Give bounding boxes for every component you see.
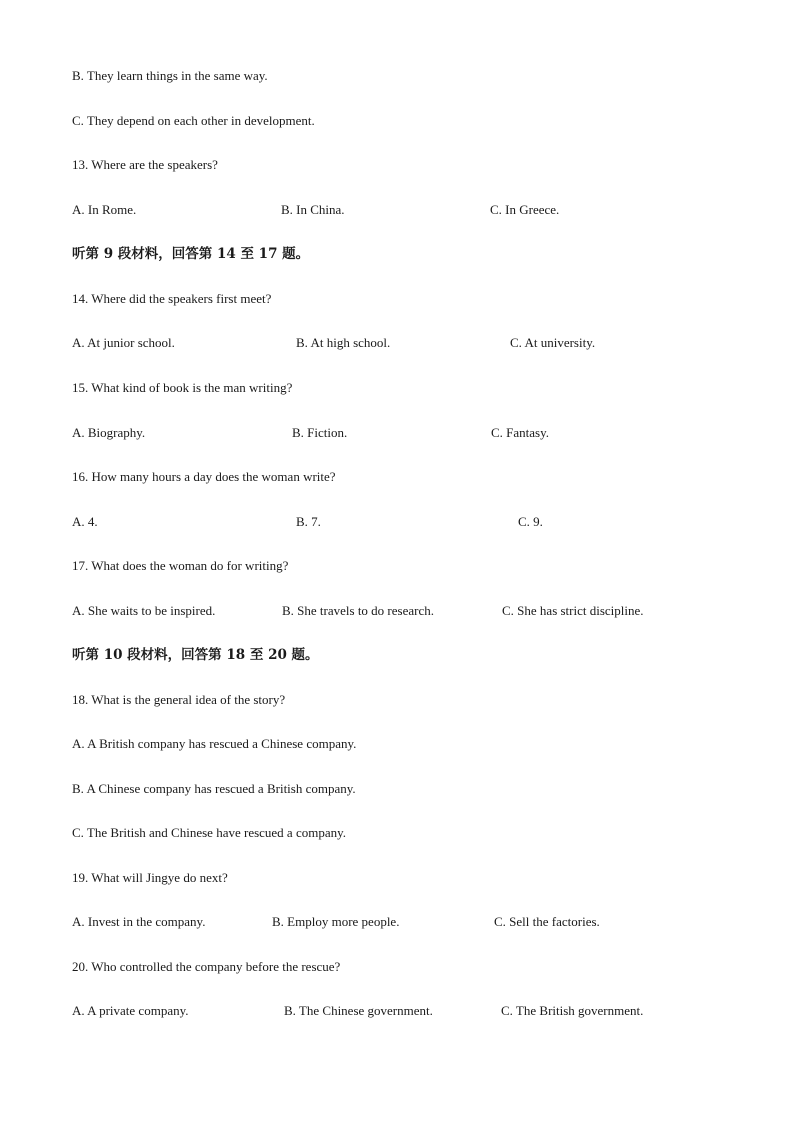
option-15b: B. Fiction.	[292, 425, 348, 440]
question-13: 13. Where are the speakers?	[72, 157, 218, 172]
option-13a: A. In Rome.	[72, 202, 137, 217]
question-17: 17. What does the woman do for writing?	[72, 558, 289, 573]
question-15: 15. What kind of book is the man writing?	[72, 380, 293, 395]
option-13c: C. In Greece.	[490, 202, 560, 217]
option-17b: B. She travels to do research.	[282, 603, 434, 618]
option-15c: C. Fantasy.	[491, 425, 550, 440]
option-19a: A. Invest in the company.	[72, 914, 206, 929]
option-19c: C. Sell the factories.	[494, 914, 600, 929]
option-20c: C. The British government.	[501, 1003, 644, 1018]
option-14a: A. At junior school.	[72, 335, 175, 350]
option-16a: A. 4.	[72, 514, 98, 529]
option-16b: B. 7.	[296, 514, 321, 529]
option-15a: A. Biography.	[72, 425, 146, 440]
section-heading-10: 听第 10 段材料，回答第 18 至 20 题。	[72, 647, 319, 663]
option-13b: B. In China.	[281, 202, 345, 217]
question-16: 16. How many hours a day does the woman write?	[72, 469, 336, 484]
option-16c: C. 9.	[518, 514, 543, 529]
question-19: 19. What will Jingye do next?	[72, 870, 228, 885]
option-14b: B. At high school.	[296, 335, 391, 350]
option-20a: A. A private company.	[72, 1003, 189, 1018]
section-heading-9: 听第 9 段材料，回答第 14 至 17 题。	[72, 246, 310, 262]
option-18a: A. A British company has rescued a Chinese company.	[72, 736, 357, 751]
option-17a: A. She waits to be inspired.	[72, 603, 216, 618]
option-18b: B. A Chinese company has rescued a British company.	[72, 781, 356, 796]
option-14c: C. At university.	[510, 335, 596, 350]
option-19b: B. Employ more people.	[272, 914, 400, 929]
question-14: 14. Where did the speakers first meet?	[72, 291, 272, 306]
option-12b: B. They learn things in the same way.	[72, 68, 268, 83]
question-18: 18. What is the general idea of the story?	[72, 692, 286, 707]
option-20b: B. The Chinese government.	[284, 1003, 433, 1018]
option-18c: C. The British and Chinese have rescued a company.	[72, 825, 347, 840]
option-17c: C. She has strict discipline.	[502, 603, 644, 618]
question-20: 20. Who controlled the company before the rescue?	[72, 959, 341, 974]
option-12c: C. They depend on each other in development.	[72, 113, 315, 128]
